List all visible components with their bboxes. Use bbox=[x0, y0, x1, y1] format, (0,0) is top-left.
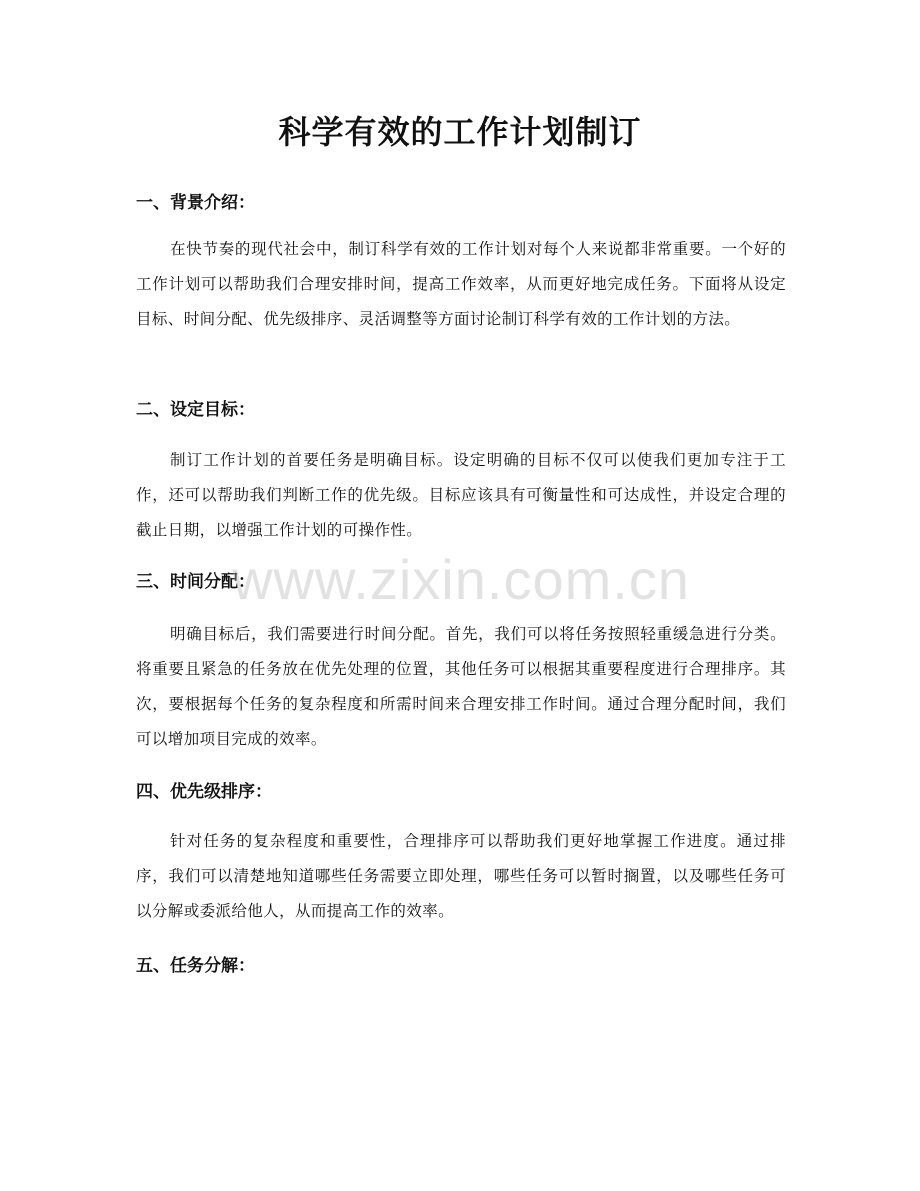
section-body-time: 明确目标后，我们需要进行时间分配。首先，我们可以将任务按照轻重缓急进行分类。将重要且紧急的任务放在优先处理的位置，其他任务可以根据其重要程度进行合理排序。其次，要根据每个任务的复杂程度和所需时间来合理安排工作时间。通过合理分配时间，我们可以增加项目完成的效率。 bbox=[136, 625, 786, 748]
watermark-text: www.zixin.com.cn bbox=[232, 548, 690, 611]
section-body-goals: 制订工作计划的首要任务是明确目标。设定明确的目标不仅可以使我们更加专注于工作，还可以帮助我们判断工作的优先级。目标应该具有可衡量性和可达成性，并设定合理的截止日期，以增强工作计划的可操作性。 bbox=[136, 451, 786, 539]
document-title: 科学有效的工作计划制订 bbox=[278, 113, 642, 151]
section-heading-decomposition: 五、任务分解： bbox=[136, 956, 255, 976]
section-body-priority: 针对任务的复杂程度和重要性，合理排序可以帮助我们更好地掌握工作进度。通过排序，我们可以清楚地知道哪些任务需要立即处理，哪些任务可以暂时搁置，以及哪些任务可以分解或委派给他人，从而提高工作的效率。 bbox=[136, 832, 786, 920]
section-heading-time: 三、时间分配： bbox=[136, 572, 255, 592]
section-heading-background: 一、背景介绍： bbox=[136, 193, 255, 213]
section-heading-goals: 二、设定目标： bbox=[136, 400, 255, 420]
section-body-background: 在快节奏的现代社会中，制订科学有效的工作计划对每个人来说都非常重要。一个好的工作计划可以帮助我们合理安排时间，提高工作效率，从而更好地完成任务。下面将从设定目标、时间分配、优先级排序、灵活调整等方面讨论制订科学有效的工作计划的方法。 bbox=[136, 240, 786, 328]
section-heading-priority: 四、优先级排序： bbox=[136, 782, 272, 802]
